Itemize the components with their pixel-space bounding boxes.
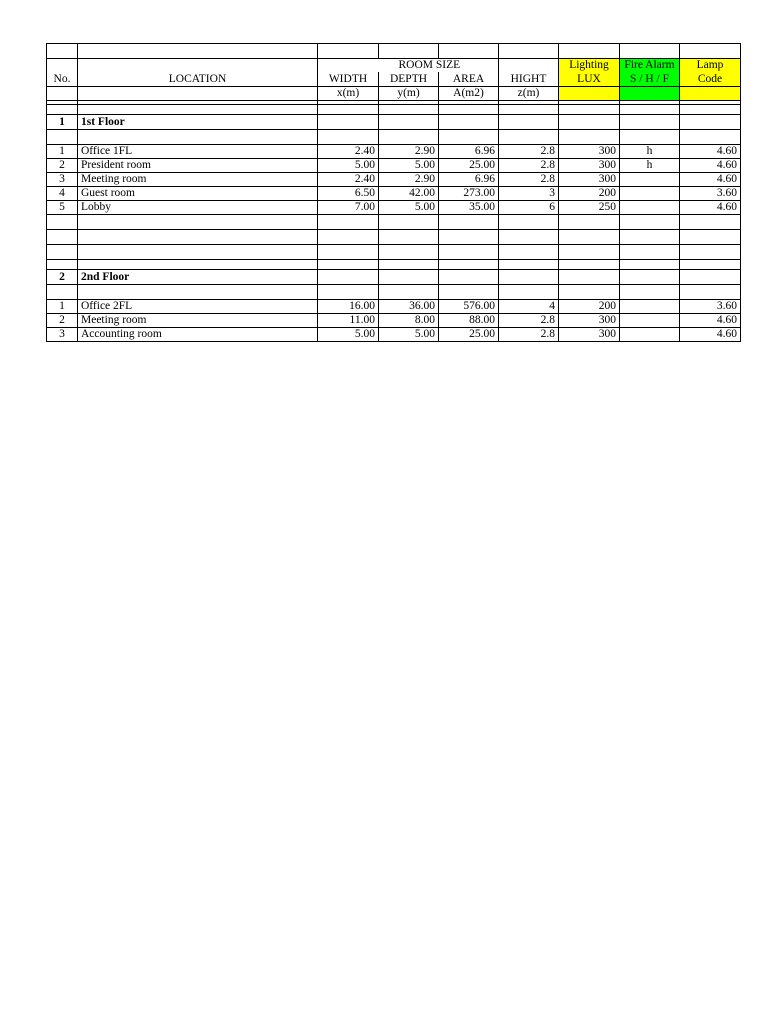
room-width: 16.00 — [318, 300, 379, 314]
room-depth: 5.00 — [379, 201, 439, 215]
blank-row — [47, 245, 741, 260]
header-row-1 — [47, 59, 741, 73]
header-fire-alarm: Fire Alarm — [620, 59, 680, 73]
room-area: 6.96 — [439, 173, 499, 187]
header-area: AREA — [439, 72, 499, 87]
header-units-row — [47, 87, 741, 101]
unit-width: x(m) — [318, 87, 379, 101]
room-area: 576.00 — [439, 300, 499, 314]
floor-heading-row — [47, 270, 741, 285]
room-width: 7.00 — [318, 201, 379, 215]
room-depth: 8.00 — [379, 314, 439, 328]
floor-number: 2 — [47, 270, 78, 285]
room-hight: 2.8 — [499, 145, 559, 159]
blank-row — [47, 260, 741, 270]
room-hight: 2.8 — [499, 173, 559, 187]
room-fire-alarm — [620, 173, 680, 187]
header-fire-codes: S / H / F — [620, 72, 680, 87]
room-no: 5 — [47, 201, 78, 215]
blank-row — [47, 285, 741, 300]
room-width: 5.00 — [318, 328, 379, 342]
room-hight: 2.8 — [499, 159, 559, 173]
room-area: 35.00 — [439, 201, 499, 215]
room-location: Guest room — [78, 187, 318, 201]
room-fire-alarm — [620, 328, 680, 342]
room-row — [47, 187, 741, 201]
header-code: Code — [680, 72, 741, 87]
header-lux: LUX — [559, 72, 620, 87]
room-fire-alarm — [620, 187, 680, 201]
room-lux: 300 — [559, 173, 620, 187]
room-hight: 4 — [499, 300, 559, 314]
room-lamp-code: 3.60 — [680, 300, 741, 314]
room-lamp-code: 4.60 — [680, 314, 741, 328]
room-fire-alarm — [620, 201, 680, 215]
room-area: 6.96 — [439, 145, 499, 159]
room-row — [47, 173, 741, 187]
room-fire-alarm: h — [620, 145, 680, 159]
room-depth: 5.00 — [379, 328, 439, 342]
room-depth: 5.00 — [379, 159, 439, 173]
room-row — [47, 300, 741, 314]
header-width: WIDTH — [318, 72, 379, 87]
room-location: Meeting room — [78, 314, 318, 328]
unit-hight: z(m) — [499, 87, 559, 101]
header-room-size: ROOM SIZE — [379, 59, 499, 73]
room-lux: 250 — [559, 201, 620, 215]
blank-row — [47, 105, 741, 115]
room-row — [47, 328, 741, 342]
room-fire-alarm: h — [620, 159, 680, 173]
room-lamp-code: 4.60 — [680, 159, 741, 173]
room-lamp-code: 3.60 — [680, 187, 741, 201]
room-no: 2 — [47, 314, 78, 328]
header-hight: HIGHT — [499, 72, 559, 87]
room-depth: 42.00 — [379, 187, 439, 201]
unit-depth: y(m) — [379, 87, 439, 101]
room-no: 4 — [47, 187, 78, 201]
room-lamp-code: 4.60 — [680, 173, 741, 187]
room-depth: 2.90 — [379, 145, 439, 159]
room-location: Accounting room — [78, 328, 318, 342]
room-area: 273.00 — [439, 187, 499, 201]
header-row-2 — [47, 72, 741, 87]
blank-row — [47, 44, 741, 59]
room-row — [47, 145, 741, 159]
room-area: 88.00 — [439, 314, 499, 328]
room-lux: 200 — [559, 187, 620, 201]
room-hight: 2.8 — [499, 314, 559, 328]
room-row — [47, 314, 741, 328]
unit-area: A(m2) — [439, 87, 499, 101]
room-width: 2.40 — [318, 173, 379, 187]
room-location: Office 1FL — [78, 145, 318, 159]
room-no: 3 — [47, 328, 78, 342]
room-lux: 300 — [559, 314, 620, 328]
room-location: Lobby — [78, 201, 318, 215]
header-location: LOCATION — [78, 72, 318, 87]
room-lux: 300 — [559, 328, 620, 342]
room-lux: 200 — [559, 300, 620, 314]
room-area: 25.00 — [439, 159, 499, 173]
header-lamp: Lamp — [680, 59, 741, 73]
room-fire-alarm — [620, 300, 680, 314]
room-hight: 3 — [499, 187, 559, 201]
room-lux: 300 — [559, 145, 620, 159]
room-area: 25.00 — [439, 328, 499, 342]
floor-heading-row — [47, 115, 741, 130]
room-width: 6.50 — [318, 187, 379, 201]
room-no: 1 — [47, 145, 78, 159]
room-fire-alarm — [620, 314, 680, 328]
floor-name: 1st Floor — [78, 115, 318, 130]
blank-row — [47, 215, 741, 230]
room-no: 1 — [47, 300, 78, 314]
room-row — [47, 159, 741, 173]
room-width: 2.40 — [318, 145, 379, 159]
blank-row — [47, 130, 741, 145]
room-lighting-table — [46, 43, 741, 342]
header-lighting: Lighting — [559, 59, 620, 73]
room-lamp-code: 4.60 — [680, 328, 741, 342]
room-location: Meeting room — [78, 173, 318, 187]
room-width: 11.00 — [318, 314, 379, 328]
room-row — [47, 201, 741, 215]
blank-row — [47, 230, 741, 245]
room-width: 5.00 — [318, 159, 379, 173]
room-hight: 2.8 — [499, 328, 559, 342]
header-depth: DEPTH — [379, 72, 439, 87]
header-no: No. — [47, 72, 78, 87]
room-lux: 300 — [559, 159, 620, 173]
room-no: 2 — [47, 159, 78, 173]
room-hight: 6 — [499, 201, 559, 215]
room-depth: 36.00 — [379, 300, 439, 314]
room-lamp-code: 4.60 — [680, 145, 741, 159]
room-no: 3 — [47, 173, 78, 187]
room-location: Office 2FL — [78, 300, 318, 314]
room-lamp-code: 4.60 — [680, 201, 741, 215]
room-depth: 2.90 — [379, 173, 439, 187]
room-location: President room — [78, 159, 318, 173]
floor-number: 1 — [47, 115, 78, 130]
floor-name: 2nd Floor — [78, 270, 318, 285]
